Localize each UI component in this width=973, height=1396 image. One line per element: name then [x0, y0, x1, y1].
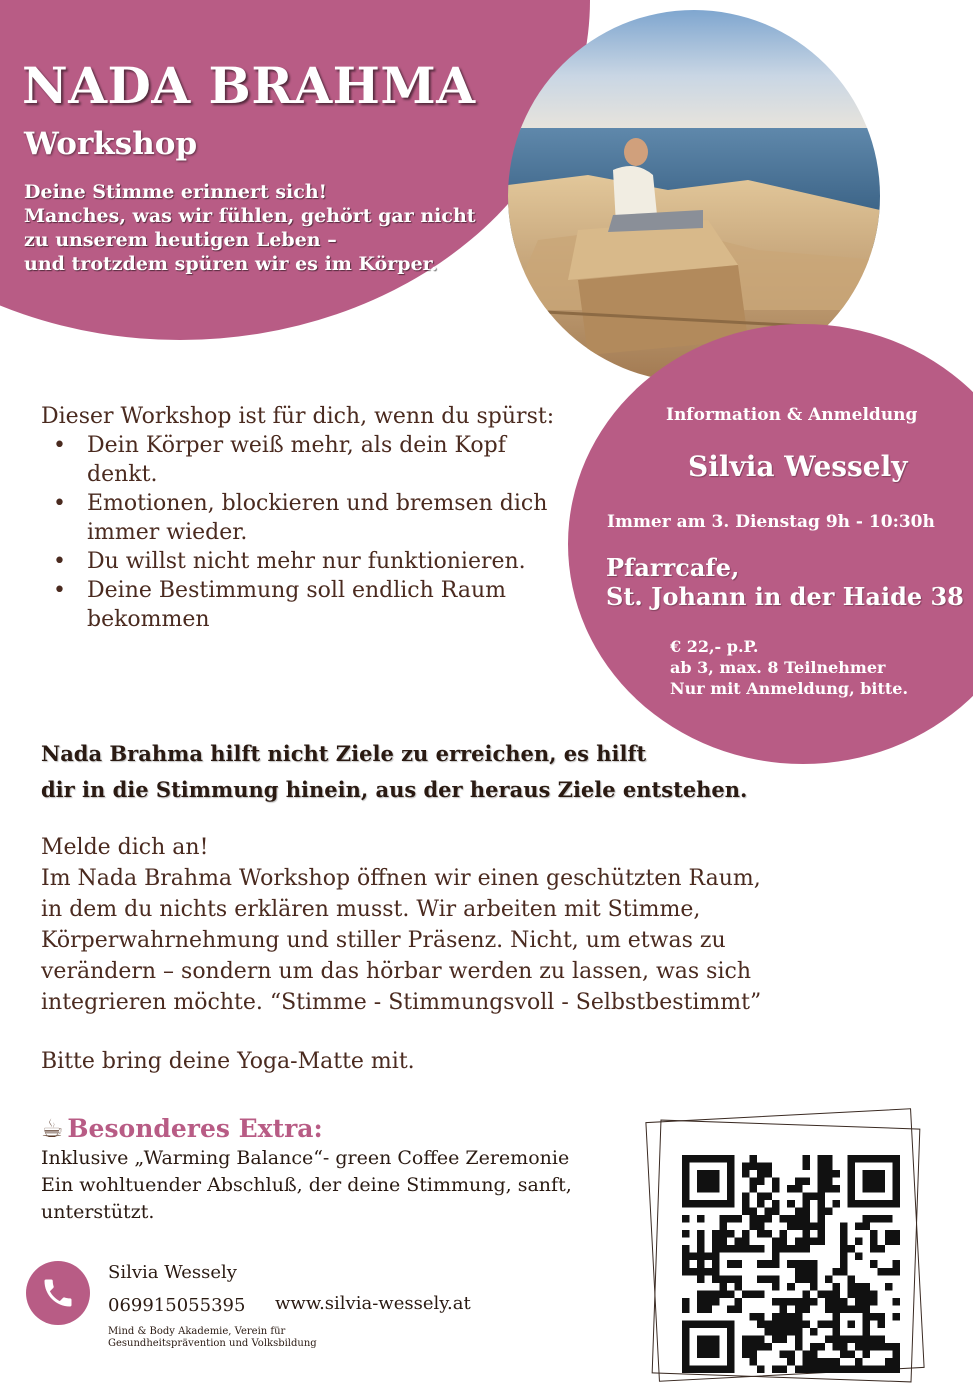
contact-name: Silvia Wessely: [108, 1262, 237, 1283]
registration-line: Nur mit Anmeldung, bitte.: [670, 679, 909, 698]
audience-list: [41, 431, 561, 634]
page-subtitle: Workshop: [24, 126, 198, 162]
body-line: integrieren möchte. “Stimme - Stimmungsvoll - Selbstbestimmt”: [41, 990, 762, 1015]
organization-text: [108, 1326, 317, 1350]
body-line: Melde dich an!: [41, 835, 209, 860]
audience-section: [41, 402, 561, 634]
venue-text: [606, 553, 964, 611]
intro-line: Deine Stimme erinnert sich!: [24, 181, 327, 203]
venue-line: Pfarrcafe,: [606, 553, 740, 582]
phone-number-link[interactable]: 069915055395: [108, 1295, 246, 1316]
extra-heading-label: Besonderes Extra:: [67, 1114, 323, 1143]
price-details: [670, 636, 908, 699]
phone-icon[interactable]: [26, 1261, 90, 1325]
intro-line: Manches, was wir fühlen, gehört gar nicht: [24, 205, 476, 227]
description-text: [41, 832, 841, 1018]
extra-heading: [41, 1114, 323, 1143]
quote-line: dir in die Stimmung hinein, aus der heraus Ziele entstehen.: [41, 777, 748, 802]
list-item: • Dein Körper weiß mehr, als dein Kopf denkt.: [87, 431, 561, 489]
participants-line: ab 3, max. 8 Teilnehmer: [670, 658, 886, 677]
website-link[interactable]: www.silvia-wessely.at: [275, 1293, 471, 1314]
body-line: verändern – sondern um das hörbar werden zu lassen, was sich: [41, 959, 751, 984]
intro-line: zu unserem heutigen Leben –: [24, 229, 337, 251]
extra-line: Inklusive „Warming Balance“- green Coffee Zeremonie: [41, 1147, 570, 1169]
intro-line: und trotzdem spüren wir es im Körper.: [24, 253, 438, 275]
header-circle-background: [0, 0, 590, 340]
org-line: Gesundheitsprävention und Volksbildung: [108, 1338, 317, 1349]
list-item: • Emotionen, blockieren und bremsen dich immer wieder.: [87, 489, 561, 547]
audience-intro: Dieser Workshop ist für dich, wenn du spürst:: [41, 404, 555, 429]
intro-text: [24, 180, 514, 276]
body-line: Körperwahrnehmung und stiller Präsenz. Nicht, um etwas zu: [41, 928, 726, 953]
quote-text: [41, 736, 801, 808]
quote-line: Nada Brahma hilft nicht Ziele zu erreichen, es hilft: [41, 741, 647, 766]
qr-code-icon[interactable]: [682, 1155, 900, 1373]
schedule-text: Immer am 3. Dienstag 9h - 10:30h: [607, 512, 935, 532]
info-heading: Information & Anmeldung: [666, 405, 918, 425]
list-item: • Du willst nicht mehr nur funktionieren.: [87, 547, 561, 576]
body-line: Im Nada Brahma Workshop öffnen wir einen geschützten Raum,: [41, 866, 761, 891]
body-line: in dem du nichts erklären musst. Wir arbeiten mit Stimme,: [41, 897, 701, 922]
page-title: NADA BRAHMA: [22, 56, 476, 115]
extra-line: unterstützt.: [41, 1201, 155, 1223]
venue-line: St. Johann in der Haide 38: [606, 582, 964, 611]
org-line: Mind & Body Akademie, Verein für: [108, 1326, 286, 1337]
price-line: € 22,- p.P.: [670, 637, 759, 656]
extra-line: Ein wohltuender Abschluß, der deine Stimmung, sanft,: [41, 1174, 572, 1196]
organizer-name: Silvia Wessely: [688, 450, 908, 483]
extra-text: [41, 1145, 641, 1226]
bring-note: Bitte bring deine Yoga-Matte mit.: [41, 1049, 415, 1074]
list-item: • Deine Bestimmung soll endlich Raum bekommen: [87, 576, 561, 634]
coffee-cup-icon: ☕: [41, 1114, 64, 1143]
